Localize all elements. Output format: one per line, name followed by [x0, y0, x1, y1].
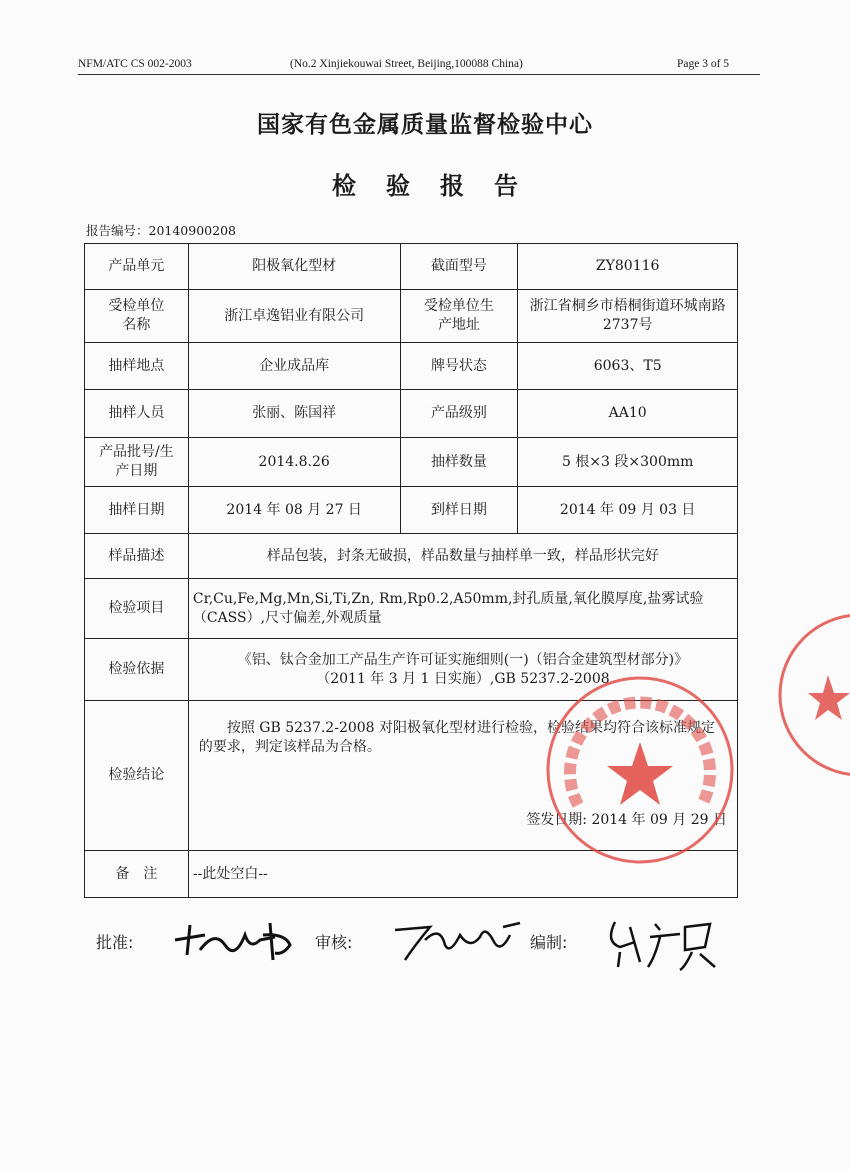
header-standard: NFM/ATC CS 002-2003	[78, 58, 192, 70]
label-product-unit: 产品单元	[85, 244, 189, 290]
table-row	[85, 701, 738, 851]
value-sample-quantity: 5 根×3 段×300mm	[518, 438, 738, 487]
value-grade-temper: 6063、T5	[518, 343, 738, 390]
test-basis-line2: （2011 年 3 月 1 日实施）,GB 5237.2-2008	[316, 670, 610, 687]
table-row	[85, 487, 738, 534]
reviewer-signature	[385, 915, 525, 965]
value-product-level: AA10	[518, 390, 738, 438]
value-production-address: 浙江省桐乡市梧桐街道环城南路2737号	[518, 290, 738, 343]
label-conclusion: 检验结论	[85, 701, 189, 851]
value-sampling-date: 2014 年 08 月 27 日	[188, 487, 400, 534]
table-row	[85, 438, 738, 487]
label-product-level: 产品级别	[400, 390, 518, 438]
value-product-unit: 阳极氧化型材	[188, 244, 400, 290]
table-row	[85, 579, 738, 639]
table-row	[85, 343, 738, 390]
label-batch-date: 产品批号/生产日期	[85, 438, 189, 487]
label-sample-description: 样品描述	[85, 534, 189, 579]
value-conclusion	[188, 701, 737, 851]
value-sampling-location: 企业成品库	[188, 343, 400, 390]
value-sampler: 张丽、陈国祥	[188, 390, 400, 438]
partial-stamp	[770, 605, 850, 785]
label-production-address: 受检单位生产地址	[400, 290, 518, 343]
compiler-signature	[600, 912, 730, 972]
label-inspected-unit: 受检单位名称	[85, 290, 189, 343]
value-inspected-unit: 浙江卓逸铝业有限公司	[188, 290, 400, 343]
label-test-items: 检验项目	[85, 579, 189, 639]
page-title: 国家有色金属质量监督检验中心	[257, 112, 593, 138]
table-row	[85, 851, 738, 898]
review-label: 审核:	[315, 933, 353, 952]
table-row	[85, 534, 738, 579]
label-sampling-date: 抽样日期	[85, 487, 189, 534]
value-test-basis	[188, 639, 737, 701]
header-page: Page 3 of 5	[677, 58, 730, 70]
test-basis-line1: 《铝、钛合金加工产品生产许可证实施细则(一)（铝合金建筑型材部分)》	[237, 651, 689, 668]
value-section-model: ZY80116	[518, 244, 738, 290]
approve-label: 批准:	[96, 933, 134, 952]
value-remarks: --此处空白--	[188, 851, 737, 898]
page-subtitle: 检验报告	[332, 172, 548, 200]
header-divider	[78, 74, 760, 75]
value-arrival-date: 2014 年 09 月 03 日	[518, 487, 738, 534]
table-row	[85, 639, 738, 701]
inspection-table	[84, 243, 738, 898]
label-section-model: 截面型号	[400, 244, 518, 290]
table-row	[85, 244, 738, 290]
report-number: 报告编号：20140900208	[86, 223, 236, 238]
label-sampler: 抽样人员	[85, 390, 189, 438]
table-row	[85, 290, 738, 343]
header-address: (No.2 Xinjiekouwai Street, Beijing,100088 China)	[290, 58, 523, 70]
value-batch-date: 2014.8.26	[188, 438, 400, 487]
label-sample-quantity: 抽样数量	[400, 438, 518, 487]
label-arrival-date: 到样日期	[400, 487, 518, 534]
conclusion-text: 按照 GB 5237.2-2008 对阳极氧化型材进行检验，检验结果均符合该标准规定的要求，判定该样品为合格。	[198, 720, 716, 755]
issue-date: 签发日期: 2014 年 09 月 29 日	[526, 812, 727, 828]
compile-label: 编制:	[530, 933, 568, 952]
label-sampling-location: 抽样地点	[85, 343, 189, 390]
label-remarks: 备 注	[85, 851, 189, 898]
table-row	[85, 390, 738, 438]
value-test-items: Cr,Cu,Fe,Mg,Mn,Si,Ti,Zn, Rm,Rp0.2,A50mm,封孔质量,氧化膜厚度,盐雾试验（CASS）,尺寸偏差,外观质量	[188, 579, 737, 639]
label-grade-temper: 牌号状态	[400, 343, 518, 390]
label-test-basis: 检验依据	[85, 639, 189, 701]
value-sample-description: 样品包装，封条无破损，样品数量与抽样单一致，样品形状完好	[188, 534, 737, 579]
approver-signature	[165, 915, 305, 965]
